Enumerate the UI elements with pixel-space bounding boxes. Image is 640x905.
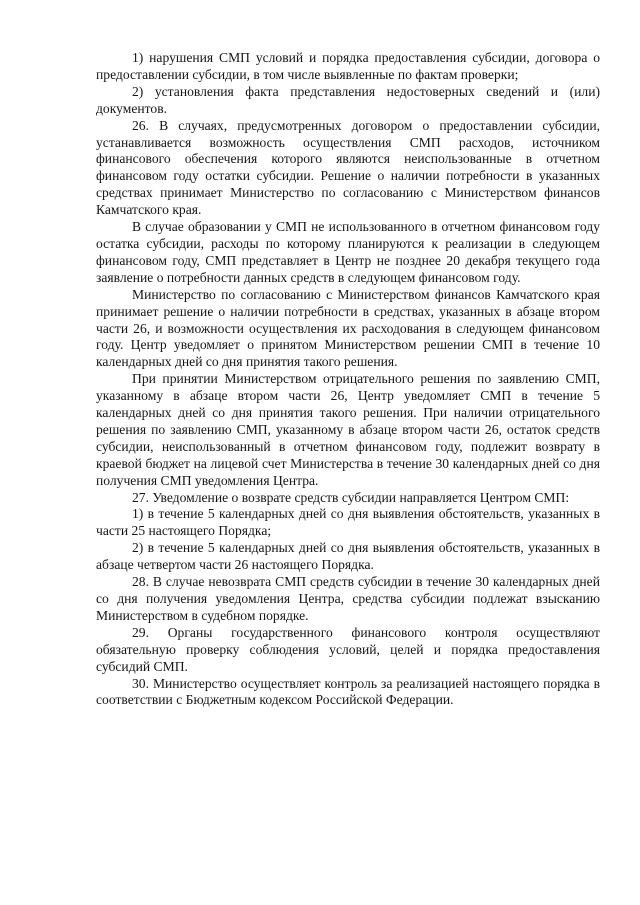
clause-2-false-info: 2) установления факта представления недостоверных сведений и (или) документов. (96, 83, 600, 116)
section-26-paragraph-4: При принятии Министерством отрицательного решения по заявлению СМП, указанному в абзаце втором части 26, Центр уведомляет СМП в течение 5 календарных дней со дня принятия такого решения. При наличии отрицательного решения по заявлению СМП, указанному в абзаце втором части 26, остаток средств субсидии, неиспользованный в отчетном финансовом году, подлежит возврату в краевой бюджет на лицевой счет Министерства в течение 30 календарных дней со дня получения СМП уведомления Центра. (96, 371, 600, 488)
section-26-paragraph-3: Министерство по согласованию с Министерством финансов Камчатского края принимает решение о наличии потребности в средствах, указанных в абзаце втором части 26, и возможности осуществления их расходования в следующем финансовом году. Центр уведомляет о принятом Министерством решении СМП в течение 10 календарных дней со дня принятия такого решения. (96, 286, 600, 370)
section-27-item-2: 2) в течение 5 календарных дней со дня выявления обстоятельств, указанных в абзаце четвертом части 26 настоящего Порядка. (96, 540, 600, 573)
section-27-intro: 27. Уведомление о возврате средств субсидии направляется Центром СМП: (132, 489, 570, 505)
section-26-paragraph-2: В случае образовании у СМП не использованного в отчетном финансовом году остатка субсидии, расходы по которому планируются к реализации в следующем финансовом году, СМП представляет в Центр не позднее 20 декабря текущего года заявление о потребности данных средств в следующем финансовом году. (96, 219, 600, 285)
section-26-paragraph-1: 26. В случаях, предусмотренных договором о предоставлении субсидии, устанавливается возможность осуществления СМП расходов, источником финансового обеспечения которого являются неиспользованные в отчетном финансовом году остатки субсидии. Решение о наличии потребности в указанных средствах принимает Министерство по согласованию с Министерством финансов Камчатского края. (96, 117, 600, 218)
section-27-item-1: 1) в течение 5 календарных дней со дня выявления обстоятельств, указанных в части 25 настоящего Порядка; (96, 506, 600, 539)
section-28: 28. В случае невозврата СМП средств субсидии в течение 30 календарных дней со дня получения уведомления Центра, средства субсидии подлежат взысканию Министерством в судебном порядке. (96, 574, 600, 623)
clause-1-violation: 1) нарушения СМП условий и порядка предоставления субсидии, договора о предоставлении субсидии, в том числе выявленные по фактам проверки; (96, 50, 600, 82)
section-30: 30. Министерство осуществляет контроль за реализацией настоящего порядка в соответствии с Бюджетным кодексом Российской Федерации. (96, 675, 600, 708)
section-29: 29. Органы государственного финансового контроля осуществляют обязательную проверку соблюдения условий, целей и порядка предоставления субсидий СМП. (96, 624, 600, 674)
document-page (96, 50, 600, 709)
